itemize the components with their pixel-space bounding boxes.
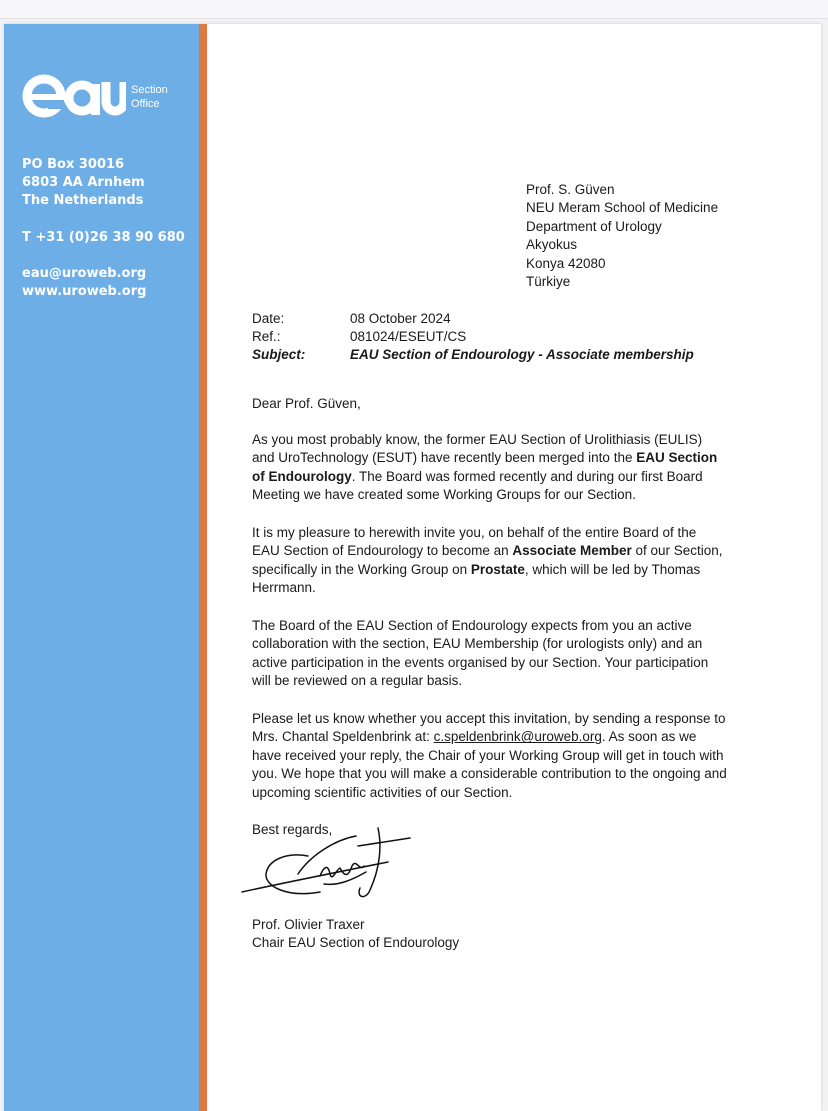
bold-text: EAU Section of Endourology — [252, 450, 718, 484]
address-line: The Netherlands — [22, 193, 144, 208]
subject-value: EAU Section of Endourology - Associate membership — [350, 347, 694, 362]
sidebar — [4, 24, 199, 1111]
signer-name: Prof. Olivier Traxer — [252, 917, 365, 932]
bold-text: Associate Member — [512, 543, 632, 559]
date-value: 08 October 2024 — [350, 311, 451, 326]
date-label: Date: — [252, 311, 285, 326]
address-line: PO Box 30016 — [22, 157, 125, 172]
recipient-line: Konya 42080 — [526, 255, 606, 271]
paragraph-text: , which will be led by Thomas Herrmann. — [252, 561, 701, 596]
recipient-line: Department of Urology — [526, 218, 662, 234]
recipient-line: Akyokus — [526, 237, 578, 253]
closing: Best regards, — [252, 822, 333, 837]
recipient-line: Prof. S. Güven — [526, 182, 615, 197]
paragraph-2 — [252, 524, 727, 598]
paragraph-text: It is my pleasure to herewith invite you, on behalf of the entire Board of the EAU Section of Endourology to become an — [252, 525, 697, 559]
logo-subtitle — [131, 83, 168, 111]
viewer-top-bar — [0, 0, 828, 19]
bold-text: Prostate — [470, 561, 525, 577]
logo-subtitle-line: Office — [131, 98, 160, 110]
paragraph-1 — [252, 431, 727, 505]
eau-logo — [22, 74, 126, 123]
recipient-line: NEU Meram School of Medicine — [526, 200, 719, 216]
contact-email-link[interactable]: c.speldenbrink@uroweb.org — [433, 729, 602, 745]
paragraph-text: . The Board was formed recently and during our first Board Meeting we have created some Working Groups for our Section. — [252, 468, 703, 503]
paragraph-text: As you most probably know, the former EAU Section of Urolithiasis (EULIS) and UroTechnology (ESUT) have recently been merged into the — [252, 432, 703, 466]
salutation: Dear Prof. Güven, — [252, 396, 361, 411]
subject-label: Subject: — [252, 347, 306, 362]
ref-label: Ref.: — [252, 329, 281, 344]
sidebar-contact — [22, 265, 146, 301]
sidebar-address — [22, 156, 145, 210]
recipient-line: Türkiye — [526, 274, 571, 290]
signer-block — [252, 916, 727, 953]
signer-title: Chair EAU Section of Endourology — [252, 935, 460, 951]
recipient-address — [526, 181, 718, 291]
paragraph-4 — [252, 710, 727, 802]
paragraph-text: of our Section, specifically in the Working Group on — [252, 543, 723, 577]
paragraph-text: . As soon as we have received your reply, the Chair of your Working Group will get in touch with you. We hope that you will make a considerable contribution to the ongoing and upcoming scientific activities of our Section. — [252, 729, 727, 800]
paragraph-text: Please let us know whether you accept this invitation, by sending a response to Mrs. Chantal Speldenbrink at: — [252, 711, 726, 745]
ref-value: 081024/ESEUT/CS — [350, 329, 467, 344]
sidebar-phone: T +31 (0)26 38 90 680 — [22, 230, 185, 245]
paragraph-3: The Board of the EAU Section of Endourology expects from you an active collaboration with the section, EAU Membership (for urologists only) and an active participation in the events organised by our Section. Your participation will be reviewed on a regular basis. — [252, 618, 709, 689]
sidebar-email[interactable]: eau@uroweb.org — [22, 266, 147, 281]
letter-page — [4, 24, 821, 1111]
sidebar-website[interactable]: www.uroweb.org — [22, 284, 147, 299]
logo-subtitle-line: Section — [131, 84, 168, 96]
sidebar-accent-stripe — [199, 24, 207, 1111]
handwritten-signature — [238, 826, 413, 911]
address-line: 6803 AA Arnhem — [22, 175, 145, 190]
